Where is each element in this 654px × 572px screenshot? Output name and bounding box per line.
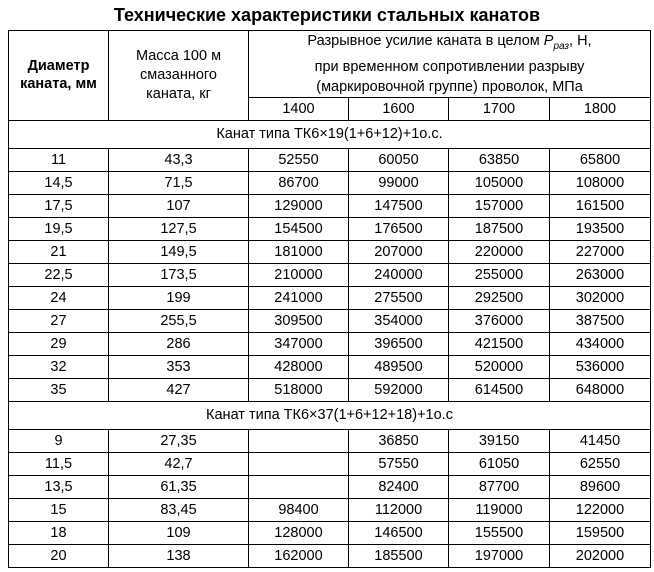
table-cell: 119000 — [449, 498, 550, 521]
table-cell: 105000 — [449, 171, 550, 194]
table-cell: 129000 — [249, 194, 349, 217]
header-force-line3: (маркировочной группе) проволок, МПа — [316, 78, 583, 95]
table-row — [9, 521, 651, 544]
table-cell: 354000 — [349, 309, 449, 332]
table-row — [9, 475, 651, 498]
header-force-subscript: раз — [553, 40, 570, 52]
table-cell: 87700 — [449, 475, 550, 498]
section-label: Канат типа ТК6×19(1+6+12)+1о.с. — [9, 120, 651, 148]
table-cell: 176500 — [349, 217, 449, 240]
table-cell: 89600 — [550, 475, 651, 498]
table-row — [9, 171, 651, 194]
table-cell: 41450 — [550, 429, 651, 452]
table-cell: 19,5 — [9, 217, 109, 240]
rope-spec-table — [8, 30, 651, 568]
table-cell: 614500 — [449, 378, 550, 401]
table-row — [9, 355, 651, 378]
page-title: Технические характеристики стальных канатов — [113, 5, 541, 25]
table-row — [9, 217, 651, 240]
table-cell: 83,45 — [109, 498, 249, 521]
table-cell: 292500 — [449, 286, 550, 309]
table-header — [9, 31, 651, 121]
table-cell: 161500 — [550, 194, 651, 217]
table-cell: 648000 — [550, 378, 651, 401]
table-cell: 207000 — [349, 240, 449, 263]
table-cell: 60050 — [349, 148, 449, 171]
table-row — [9, 309, 651, 332]
table-cell: 428000 — [249, 355, 349, 378]
table-cell — [249, 475, 349, 498]
table-cell: 138 — [109, 544, 249, 567]
header-force-line2: при временном сопротивлении разрыву — [314, 58, 585, 75]
table-cell: 309500 — [249, 309, 349, 332]
table-row — [9, 429, 651, 452]
table-cell: 107 — [109, 194, 249, 217]
table-cell: 173,5 — [109, 263, 249, 286]
header-mass: Масса 100 м смазанного каната, кг — [109, 31, 249, 121]
table-cell: 63850 — [449, 148, 550, 171]
table-cell: 20 — [9, 544, 109, 567]
table-cell: 187500 — [449, 217, 550, 240]
table-row — [9, 378, 651, 401]
table-cell: 202000 — [550, 544, 651, 567]
table-cell: 24 — [9, 286, 109, 309]
table-cell: 17,5 — [9, 194, 109, 217]
table-cell: 199 — [109, 286, 249, 309]
table-cell — [249, 452, 349, 475]
table-cell: 193500 — [550, 217, 651, 240]
table-cell: 434000 — [550, 332, 651, 355]
table-body — [9, 120, 651, 567]
table-row — [9, 544, 651, 567]
table-cell: 220000 — [449, 240, 550, 263]
table-cell: 489500 — [349, 355, 449, 378]
table-cell: 387500 — [550, 309, 651, 332]
table-cell: 157000 — [449, 194, 550, 217]
table-cell: 32 — [9, 355, 109, 378]
table-cell: 11,5 — [9, 452, 109, 475]
table-cell: 302000 — [550, 286, 651, 309]
table-cell: 181000 — [249, 240, 349, 263]
table-cell: 255000 — [449, 263, 550, 286]
table-cell: 21 — [9, 240, 109, 263]
table-cell: 108000 — [550, 171, 651, 194]
table-cell: 185500 — [349, 544, 449, 567]
grade-header: 1800 — [550, 97, 651, 120]
table-cell: 427 — [109, 378, 249, 401]
table-cell: 109 — [109, 521, 249, 544]
table-cell: 43,3 — [109, 148, 249, 171]
table-cell: 27,35 — [109, 429, 249, 452]
table-cell: 122000 — [550, 498, 651, 521]
table-cell: 39150 — [449, 429, 550, 452]
table-cell: 162000 — [249, 544, 349, 567]
table-cell: 13,5 — [9, 475, 109, 498]
table-cell — [249, 429, 349, 452]
table-cell: 520000 — [449, 355, 550, 378]
table-cell: 11 — [9, 148, 109, 171]
table-cell: 15 — [9, 498, 109, 521]
table-cell: 99000 — [349, 171, 449, 194]
table-cell: 275500 — [349, 286, 449, 309]
table-cell: 154500 — [249, 217, 349, 240]
table-row — [9, 332, 651, 355]
table-cell: 347000 — [249, 332, 349, 355]
table-cell: 71,5 — [109, 171, 249, 194]
table-cell: 159500 — [550, 521, 651, 544]
table-cell: 86700 — [249, 171, 349, 194]
table-cell: 82400 — [349, 475, 449, 498]
table-cell: 35 — [9, 378, 109, 401]
table-cell: 9 — [9, 429, 109, 452]
header-force-symbol: P — [543, 33, 554, 49]
table-cell: 421500 — [449, 332, 550, 355]
table-cell: 147500 — [349, 194, 449, 217]
header-breaking-force — [249, 31, 651, 98]
table-cell: 155500 — [449, 521, 550, 544]
table-cell: 36850 — [349, 429, 449, 452]
table-cell: 149,5 — [109, 240, 249, 263]
table-cell: 241000 — [249, 286, 349, 309]
table-cell: 592000 — [349, 378, 449, 401]
section-label: Канат типа ТК6×37(1+6+12+18)+1о.с — [9, 401, 651, 429]
table-row — [9, 263, 651, 286]
table-cell: 14,5 — [9, 171, 109, 194]
table-cell: 210000 — [249, 263, 349, 286]
table-row — [9, 498, 651, 521]
table-row — [9, 286, 651, 309]
table-cell: 128000 — [249, 521, 349, 544]
table-cell: 376000 — [449, 309, 550, 332]
table-cell: 146500 — [349, 521, 449, 544]
table-cell: 127,5 — [109, 217, 249, 240]
grade-header: 1400 — [249, 97, 349, 120]
grade-header: 1700 — [449, 97, 550, 120]
table-cell: 18 — [9, 521, 109, 544]
table-cell: 57550 — [349, 452, 449, 475]
section-header-row — [9, 401, 651, 429]
table-row — [9, 194, 651, 217]
table-row — [9, 240, 651, 263]
header-force-line1-tail: , Н, — [569, 33, 592, 49]
table-cell: 536000 — [550, 355, 651, 378]
table-cell: 227000 — [550, 240, 651, 263]
table-cell: 255,5 — [109, 309, 249, 332]
table-cell: 61050 — [449, 452, 550, 475]
grade-header: 1600 — [349, 97, 449, 120]
table-row — [9, 148, 651, 171]
table-cell: 22,5 — [9, 263, 109, 286]
table-cell: 52550 — [249, 148, 349, 171]
table-cell: 27 — [9, 309, 109, 332]
table-cell: 240000 — [349, 263, 449, 286]
table-cell: 42,7 — [109, 452, 249, 475]
table-cell: 62550 — [550, 452, 651, 475]
header-force-line1: Разрывное усилие каната в целом — [307, 33, 540, 49]
table-row — [9, 452, 651, 475]
table-cell: 61,35 — [109, 475, 249, 498]
table-cell: 65800 — [550, 148, 651, 171]
table-cell: 112000 — [349, 498, 449, 521]
header-diameter: Диаметр каната, мм — [9, 31, 109, 121]
section-header-row — [9, 120, 651, 148]
table-cell: 353 — [109, 355, 249, 378]
table-cell: 286 — [109, 332, 249, 355]
table-cell: 98400 — [249, 498, 349, 521]
table-cell: 396500 — [349, 332, 449, 355]
table-cell: 197000 — [449, 544, 550, 567]
table-cell: 263000 — [550, 263, 651, 286]
table-cell: 518000 — [249, 378, 349, 401]
table-cell: 29 — [9, 332, 109, 355]
